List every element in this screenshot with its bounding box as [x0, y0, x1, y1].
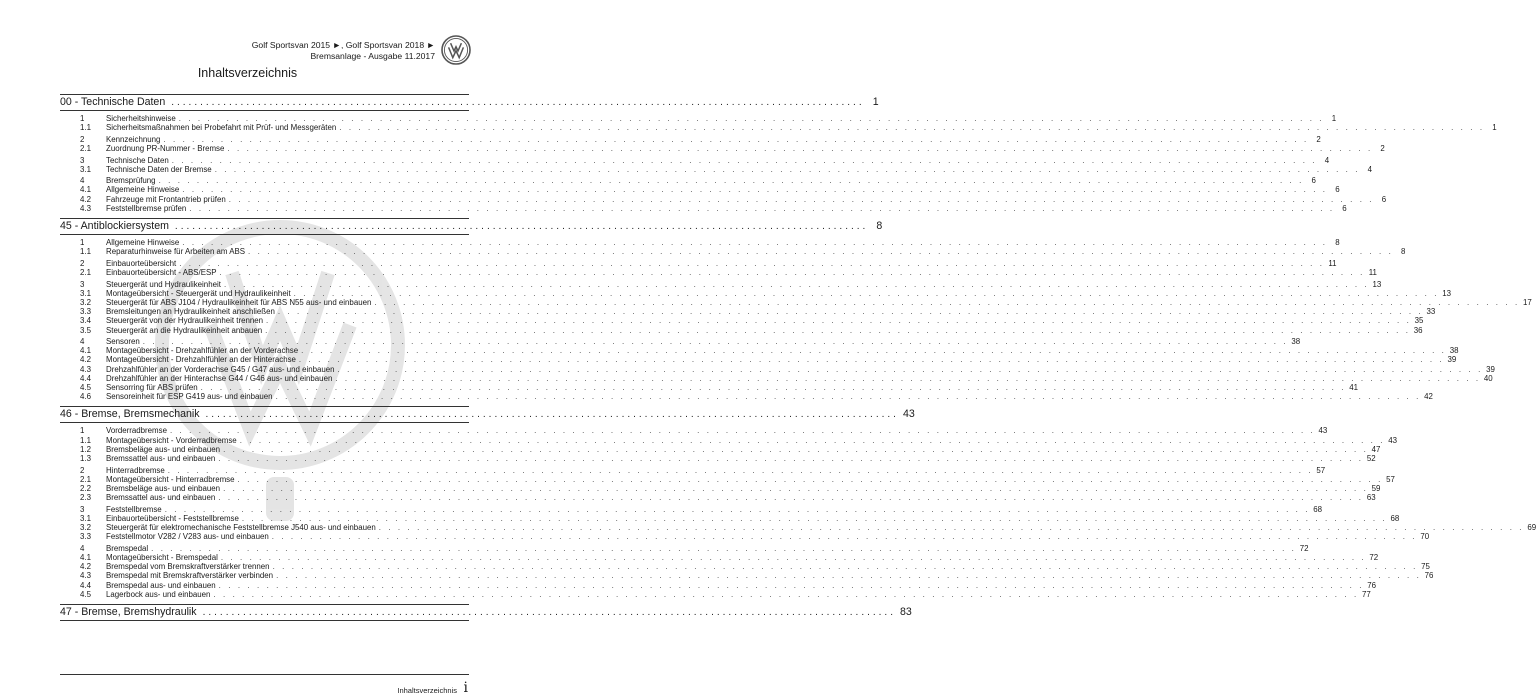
dot-leader: . . . . . . . . . . . . . . . . . . . . . . . . . . . . . . . . . . . . . . . . . . . . . . . . . . . . . . . . . . . . . . . . . . . . . . . . . . . . . . . . . . . . . . . . . . . . . . . . . . . . . . . . . . . . . . . . . . . . . . . . — [151, 543, 1297, 553]
toc-entry[interactable] — [60, 589, 1371, 599]
entry-page: 57 — [1316, 465, 1326, 475]
entry-page: 40 — [1483, 373, 1493, 383]
entry-page: 11 — [1328, 258, 1337, 268]
entry-page: 4 — [1324, 155, 1330, 165]
entry-title: Bremsprüfung — [106, 176, 156, 186]
entry-title: Zuordnung PR-Nummer - Bremse — [106, 143, 225, 153]
toc-chapter — [60, 604, 912, 621]
entry-page: 59 — [1371, 483, 1381, 493]
dot-leader: ........................................................................................................................ — [202, 606, 896, 618]
entry-number: 3.2 — [80, 297, 91, 307]
entry-page: 39 — [1447, 355, 1457, 365]
entry-title: Sicherheitshinweise — [106, 114, 176, 123]
entry-title: Technische Daten der Bremse — [106, 164, 212, 174]
entry-number: 2.1 — [80, 143, 91, 153]
page-header — [0, 0, 495, 64]
entry-title: Steuergerät für elektromechanische Feststellbremse J540 aus- und einbauen — [106, 523, 376, 533]
entry-title: Reparaturhinweise für Arbeiten am ABS — [106, 247, 246, 257]
entry-page: 8 — [1401, 247, 1406, 257]
entry-number: 3.4 — [80, 316, 91, 326]
entry-number: 4 — [80, 337, 85, 347]
entry-page: 17 — [1522, 297, 1532, 307]
dot-leader: . . . . . . . . . . . . . . . . . . . . . . . . . . . . . . . . . . . . . . . . . . . . . . . . . . . . . . . . . . . . . . . . . . . . . . . . . . . . . . . . . . . . . . . . . . . . . . . . . . . . . . . . . . . . . . . . . . . . . . . . — [179, 258, 1325, 268]
entry-number: 4.3 — [80, 364, 91, 374]
entry-title: Sicherheitsmaßnahmen bei Probefahrt mit Prüf- und Messgeräten — [106, 123, 337, 133]
entry-page: 75 — [1421, 562, 1430, 572]
entry-title: Einbauorteübersicht — [106, 258, 177, 268]
entry-page: 2 — [1316, 134, 1321, 144]
entry-title: Bremspedal mit Bremskraftverstärker verbinden — [106, 571, 274, 581]
entry-number: 3 — [80, 155, 85, 165]
dot-leader: . . . . . . . . . . . . . . . . . . . . . . . . . . . . . . . . . . . . . . . . . . . . . . . . . . . . . . . . . . . . . . . . . . . . . . . . . . . . . . . . . . . . . . . . . . . . . . . . . . . . . . . . . . . . . . . . . . . . . . . . — [142, 337, 1289, 347]
entry-page: 13 — [1442, 288, 1452, 298]
dot-leader: . . . . . . . . . . . . . . . . . . . . . . . . . . . . . . . . . . . . . . . . . . . . . . . . . . . . . . . . . . . . . . . . . . . . . . . . . . . . . . . . . . . . . . . . . . . . . . . . . . . . . . . . . . . . . . . . . . . . . . . . — [298, 355, 1445, 365]
entry-page: 1 — [1331, 114, 1337, 123]
toc-chapter-heading[interactable] — [60, 94, 879, 111]
entry-title: Fahrzeuge mit Frontantrieb prüfen — [106, 194, 226, 204]
dot-leader: . . . . . . . . . . . . . . . . . . . . . . . . . . . . . . . . . . . . . . . . . . . . . . . . . . . . . . . . . . . . . . . . . . . . . . . . . . . . . . . . . . . . . . . . . . . . . . . . . . . . . . . . . . . . . . . . . . . . . . . . — [239, 435, 1386, 445]
entry-number: 1.3 — [80, 453, 91, 463]
footer-divider — [60, 674, 469, 675]
toc-entry[interactable] — [60, 392, 1433, 402]
entry-page: 43 — [1388, 435, 1398, 445]
chapter-title: 45 - Antiblockiersystem — [60, 220, 169, 233]
entry-title: Hinterradbremse — [106, 465, 165, 475]
entry-number: 2.1 — [80, 268, 91, 277]
dot-leader: . . . . . . . . . . . . . . . . . . . . . . . . . . . . . . . . . . . . . . . . . . . . . . . . . . . . . . . . . . . . . . . . . . . . . . . . . . . . . . . . . . . . . . . . . . . . . . . . . . . . . . . . . . . . . . . . . . . . . . . . — [163, 134, 1309, 144]
toc-entry[interactable] — [60, 444, 1381, 454]
toc-entry[interactable] — [60, 194, 1387, 204]
dot-leader: . . . . . . . . . . . . . . . . . . . . . . . . . . . . . . . . . . . . . . . . . . . . . . . . . . . . . . . . . . . . . . . . . . . . . . . . . . . . . . . . . . . . . . . . . . . . . . . . . . . . . . . . . . . . . . . . . . . . . . . . — [220, 553, 1367, 563]
footer-label: Inhaltsverzeichnis — [397, 686, 457, 695]
dot-leader: . . . . . . . . . . . . . . . . . . . . . . . . . . . . . . . . . . . . . . . . . . . . . . . . . . . . . . . . . . . . . . . . . . . . . . . . . . . . . . . . . . . . . . . . . . . . . . . . . . . . . . . . . . . . . . . . . . . . . . . . — [227, 143, 1373, 153]
chapter-page: 1 — [872, 96, 879, 108]
dot-leader: . . . . . . . . . . . . . . . . . . . . . . . . . . . . . . . . . . . . . . . . . . . . . . . . . . . . . . . . . . . . . . . . . . . . . . . . . . . . . . . . . . . . . . . . . . . . . . . . . . . . . . . . . . . . . . . . . . . . . . . . — [178, 114, 1325, 123]
toc-entry[interactable] — [60, 185, 1340, 195]
entry-page: 76 — [1367, 580, 1377, 590]
entry-number: 2 — [80, 465, 85, 475]
entry-page: 6 — [1335, 185, 1340, 195]
entry-title: Lagerbock aus- und einbauen — [106, 589, 211, 599]
entry-number: 4 — [80, 543, 85, 553]
dot-leader: . . . . . . . . . . . . . . . . . . . . . . . . . . . . . . . . . . . . . . . . . . . . . . . . . . . . . . . . . . . . . . . . . . . . . . . . . . . . . . . . . . . . . . . . . . . . . . . . . . . . . . . . . . . . . . . . . . . . . . . . — [158, 176, 1304, 186]
toc-entry[interactable] — [60, 316, 1424, 326]
entry-page: 70 — [1420, 532, 1430, 542]
entry-title: Einbauorteübersicht - ABS/ESP — [106, 268, 217, 277]
chapter-page: 83 — [900, 605, 912, 618]
entry-number: 3.1 — [80, 164, 91, 174]
entry-number: 1.1 — [80, 247, 91, 257]
entry-title: Sensorring für ABS prüfen — [106, 383, 198, 393]
entry-page: 38 — [1449, 346, 1459, 356]
entry-number: 3.1 — [80, 288, 91, 298]
entry-title: Bremssattel aus- und einbauen — [106, 453, 216, 463]
entry-title: Vorderradbremse — [106, 426, 167, 436]
entry-number: 4.1 — [80, 553, 91, 563]
dot-leader: . . . . . . . . . . . . . . . . . . . . . . . . . . . . . . . . . . . . . . . . . . . . . . . . . . . . . . . . . . . . . . . . . . . . . . . . . . . . . . . . . . . . . . . . . . . . . . . . . . . . . . . . . . . . . . . . . . . . . . . . — [339, 123, 1485, 133]
dot-leader: . . . . . . . . . . . . . . . . . . . . . . . . . . . . . . . . . . . . . . . . . . . . . . . . . . . . . . . . . . . . . . . . . . . . . . . . . . . . . . . . . . . . . . . . . . . . . . . . . . . . . . . . . . . . . . . . . . . . . . . . — [219, 268, 1365, 277]
dot-leader: ........................................................................................................................ — [174, 221, 869, 233]
toc-entry[interactable] — [60, 247, 1406, 257]
dot-leader: . . . . . . . . . . . . . . . . . . . . . . . . . . . . . . . . . . . . . . . . . . . . . . . . . . . . . . . . . . . . . . . . . . . . . . . . . . . . . . . . . . . . . . . . . . . . . . . . . . . . . . . . . . . . . . . . . . . . . . . . — [223, 483, 1369, 493]
dot-leader: . . . . . . . . . . . . . . . . . . . . . . . . . . . . . . . . . . . . . . . . . . . . . . . . . . . . . . . . . . . . . . . . . . . . . . . . . . . . . . . . . . . . . . . . . . . . . . . . . . . . . . . . . . . . . . . . . . . . . . . . — [272, 562, 1418, 572]
entry-number: 2.2 — [80, 483, 91, 493]
entry-page: 76 — [1424, 571, 1434, 581]
entry-title: Steuergerät und Hydraulikeinheit — [106, 279, 221, 289]
toc-entry[interactable] — [60, 203, 1347, 213]
header-models: Golf Sportsvan 2015 ►, Golf Sportsvan 2018 ► — [251, 40, 435, 50]
entry-page: 77 — [1362, 589, 1371, 599]
toc-entry[interactable] — [60, 571, 1434, 581]
toc-chapter — [60, 94, 1497, 215]
dot-leader: . . . . . . . . . . . . . . . . . . . . . . . . . . . . . . . . . . . . . . . . . . . . . . . . . . . . . . . . . . . . . . . . . . . . . . . . . . . . . . . . . . . . . . . . . . . . . . . . . . . . . . . . . . . . . . . . . . . . . . . . — [218, 580, 1365, 590]
entry-title: Einbauorteübersicht - Feststellbremse — [106, 513, 239, 523]
entry-number: 3 — [80, 279, 85, 289]
entry-title: Bremsbeläge aus- und einbauen — [106, 483, 221, 493]
entry-page: 52 — [1366, 453, 1376, 463]
entry-number: 2 — [80, 134, 85, 144]
toc-entry[interactable] — [60, 453, 1376, 463]
entry-number: 2.1 — [80, 474, 91, 484]
dot-leader: . . . . . . . . . . . . . . . . . . . . . . . . . . . . . . . . . . . . . . . . . . . . . . . . . . . . . . . . . . . . . . . . . . . . . . . . . . . . . . . . . . . . . . . . . . . . . . . . . . . . . . . . . . . . . . . . . . . . . . . . — [241, 513, 1388, 523]
dot-leader: . . . . . . . . . . . . . . . . . . . . . . . . . . . . . . . . . . . . . . . . . . . . . . . . . . . . . . . . . . . . . . . . . . . . . . . . . . . . . . . . . . . . . . . . . . . . . . . . . . . . . . . . . . . . . . . . . . . . . . . . — [223, 444, 1369, 454]
entry-title: Drehzahlfühler an der Hinterachse G44 / G46 aus- und einbauen — [106, 373, 333, 383]
dot-leader: . . . . . . . . . . . . . . . . . . . . . . . . . . . . . . . . . . . . . . . . . . . . . . . . . . . . . . . . . . . . . . . . . . . . . . . . . . . . . . . . . . . . . . . . . . . . . . . . . . . . . . . . . . . . . . . . . . . . . . . . — [228, 194, 1375, 204]
entry-number: 2 — [80, 258, 85, 268]
toc-entry[interactable] — [60, 238, 1340, 248]
dot-leader: . . . . . . . . . . . . . . . . . . . . . . . . . . . . . . . . . . . . . . . . . . . . . . . . . . . . . . . . . . . . . . . . . . . . . . . . . . . . . . . . . . . . . . . . . . . . . . . . . . . . . . . . . . . . . . . . . . . . . . . . — [214, 164, 1361, 174]
toc-entry[interactable] — [60, 553, 1379, 563]
entry-title: Steuergerät von der Hydraulikeinheit trennen — [106, 316, 264, 326]
entry-number: 4.1 — [80, 185, 91, 195]
entry-title: Feststellbremse prüfen — [106, 203, 187, 213]
toc-entry[interactable] — [60, 134, 1321, 144]
footer-page-number: i — [463, 680, 468, 696]
toc-entry[interactable] — [60, 325, 1423, 335]
toc-entry[interactable] — [60, 513, 1400, 523]
entry-number: 4.4 — [80, 373, 91, 383]
entry-title: Allgemeine Hinweise — [106, 238, 180, 248]
entry-number: 4.3 — [80, 203, 91, 213]
entry-number: 1 — [80, 238, 85, 248]
toc-entry[interactable] — [60, 474, 1395, 484]
entry-title: Bremsleitungen an Hydraulikeinheit anschließen — [106, 307, 275, 317]
page-footer — [0, 674, 495, 700]
entry-title: Montageübersicht - Steuergerät und Hydraulikeinheit — [106, 288, 291, 298]
entry-page: 4 — [1367, 164, 1373, 174]
dot-leader: . . . . . . . . . . . . . . . . . . . . . . . . . . . . . . . . . . . . . . . . . . . . . . . . . . . . . . . . . . . . . . . . . . . . . . . . . . . . . . . . . . . . . . . . . . . . . . . . . . . . . . . . . . . . . . . . . . . . . . . . — [164, 504, 1311, 514]
chapter-title: 00 - Technische Daten — [60, 96, 166, 108]
dot-leader: . . . . . . . . . . . . . . . . . . . . . . . . . . . . . . . . . . . . . . . . . . . . . . . . . . . . . . . . . . . . . . . . . . . . . . . . . . . . . . . . . . . . . . . . . . . . . . . . . . . . . . . . . . . . . . . . . . . . . . . . — [171, 155, 1318, 165]
entry-page: 36 — [1413, 325, 1423, 335]
entry-page: 68 — [1313, 504, 1323, 514]
toc-chapter-heading[interactable] — [60, 406, 915, 423]
toc-entry[interactable] — [60, 279, 1382, 289]
entry-title: Drehzahlfühler an der Vorderachse G45 / G47 aus- und einbauen — [106, 364, 335, 374]
dot-leader: . . . . . . . . . . . . . . . . . . . . . . . . . . . . . . . . . . . . . . . . . . . . . . . . . . . . . . . . . . . . . . . . . . . . . . . . . . . . . . . . . . . . . . . . . . . . . . . . . . . . . . . . . . . . . . . . . . . . . . . . — [301, 346, 1447, 356]
entry-number: 4.2 — [80, 562, 91, 572]
toc-entry[interactable] — [60, 523, 1536, 533]
toc-entry[interactable] — [60, 337, 1301, 347]
document-title: Inhaltsverzeichnis — [197, 66, 298, 80]
toc-entry[interactable] — [60, 143, 1385, 153]
dot-leader: . . . . . . . . . . . . . . . . . . . . . . . . . . . . . . . . . . . . . . . . . . . . . . . . . . . . . . . . . . . . . . . . . . . . . . . . . . . . . . . . . . . . . . . . . . . . . . . . . . . . . . . . . . . . . . . . . . . . . . . . — [276, 571, 1422, 581]
entry-title: Steuergerät an die Hydraulikeinheit anbauen — [106, 325, 263, 335]
toc-chapter-heading[interactable] — [60, 604, 912, 621]
entry-title: Kennzeichnung — [106, 134, 161, 144]
dot-leader: . . . . . . . . . . . . . . . . . . . . . . . . . . . . . . . . . . . . . . . . . . . . . . . . . . . . . . . . . . . . . . . . . . . . . . . . . . . . . . . . . . . . . . . . . . . . . . . . . . . . . . . . . . . . . . . . . . . . . . . . — [189, 203, 1335, 213]
toc-entry[interactable] — [60, 346, 1459, 356]
entry-page: 63 — [1366, 493, 1376, 503]
entry-title: Allgemeine Hinweise — [106, 185, 180, 195]
dot-leader: . . . . . . . . . . . . . . . . . . . . . . . . . . . . . . . . . . . . . . . . . . . . . . . . . . . . . . . . . . . . . . . . . . . . . . . . . . . . . . . . . . . . . . . . . . . . . . . . . . . . . . . . . . . . . . . . . . . . . . . . — [277, 307, 1424, 317]
dot-leader: . . . . . . . . . . . . . . . . . . . . . . . . . . . . . . . . . . . . . . . . . . . . . . . . . . . . . . . . . . . . . . . . . . . . . . . . . . . . . . . . . . . . . . . . . . . . . . . . . . . . . . . . . . . . . . . . . . . . . . . . — [293, 288, 1440, 298]
entry-number: 3.3 — [80, 307, 91, 317]
entry-number: 3.5 — [80, 325, 91, 335]
dot-leader: . . . . . . . . . . . . . . . . . . . . . . . . . . . . . . . . . . . . . . . . . . . . . . . . . . . . . . . . . . . . . . . . . . . . . . . . . . . . . . . . . . . . . . . . . . . . . . . . . . . . . . . . . . . . . . . . . . . . . . . . — [266, 316, 1412, 326]
entry-number: 3.1 — [80, 513, 91, 523]
entry-title: Sensoren — [106, 337, 140, 347]
dot-leader: . . . . . . . . . . . . . . . . . . . . . . . . . . . . . . . . . . . . . . . . . . . . . . . . . . . . . . . . . . . . . . . . . . . . . . . . . . . . . . . . . . . . . . . . . . . . . . . . . . . . . . . . . . . . . . . . . . . . . . . . — [248, 247, 1394, 257]
entry-page: 57 — [1386, 474, 1395, 484]
entry-title: Bremspedal aus- und einbauen — [106, 580, 216, 590]
entry-page: 33 — [1426, 307, 1436, 317]
toc-entry[interactable] — [60, 483, 1381, 493]
entry-page: 39 — [1486, 364, 1495, 374]
toc-chapter-sections — [60, 423, 1536, 601]
toc-entry[interactable] — [60, 288, 1452, 298]
dot-leader: . . . . . . . . . . . . . . . . . . . . . . . . . . . . . . . . . . . . . . . . . . . . . . . . . . . . . . . . . . . . . . . . . . . . . . . . . . . . . . . . . . . . . . . . . . . . . . . . . . . . . . . . . . . . . . . . . . . . . . . . — [169, 426, 1316, 436]
dot-leader: . . . . . . . . . . . . . . . . . . . . . . . . . . . . . . . . . . . . . . . . . . . . . . . . . . . . . . . . . . . . . . . . . . . . . . . . . . . . . . . . . . . . . . . . . . . . . . . . . . . . . . . . . . . . . . . . . . . . . . . . — [223, 279, 1370, 289]
entry-page: 69 — [1527, 523, 1536, 533]
entry-number: 1 — [80, 114, 85, 123]
toc-entry[interactable] — [60, 176, 1316, 186]
entry-page: 6 — [1381, 194, 1387, 204]
entry-number: 2.3 — [80, 493, 91, 503]
entry-title: Montageübersicht - Drehzahlfühler an der Hinterachse — [106, 355, 296, 365]
toc-entry[interactable] — [60, 373, 1493, 383]
toc-entry[interactable] — [60, 114, 1337, 123]
header-text — [252, 40, 435, 62]
dot-leader: . . . . . . . . . . . . . . . . . . . . . . . . . . . . . . . . . . . . . . . . . . . . . . . . . . . . . . . . . . . . . . . . . . . . . . . . . . . . . . . . . . . . . . . . . . . . . . . . . . . . . . . . . . . . . . . . . . . . . . . . — [271, 532, 1418, 542]
dot-leader: . . . . . . . . . . . . . . . . . . . . . . . . . . . . . . . . . . . . . . . . . . . . . . . . . . . . . . . . . . . . . . . . . . . . . . . . . . . . . . . . . . . . . . . . . . . . . . . . . . . . . . . . . . . . . . . . . . . . . . . . — [213, 589, 1359, 599]
entry-number: 4 — [80, 176, 85, 186]
entry-number: 4.5 — [80, 383, 91, 393]
toc-entry[interactable] — [60, 426, 1328, 436]
entry-number: 4.5 — [80, 589, 91, 599]
dot-leader: . . . . . . . . . . . . . . . . . . . . . . . . . . . . . . . . . . . . . . . . . . . . . . . . . . . . . . . . . . . . . . . . . . . . . . . . . . . . . . . . . . . . . . . . . . . . . . . . . . . . . . . . . . . . . . . . . . . . . . . . — [337, 364, 1483, 374]
entry-title: Montageübersicht - Vorderradbremse — [106, 435, 237, 445]
entry-number: 1.1 — [80, 123, 91, 133]
toc-entry[interactable] — [60, 435, 1398, 445]
toc-entry[interactable] — [60, 504, 1323, 514]
toc-chapter-sections — [60, 235, 1532, 403]
entry-number: 3.3 — [80, 532, 91, 542]
entry-number: 1.2 — [80, 444, 91, 454]
toc-chapter-heading[interactable] — [60, 218, 883, 235]
toc-entry[interactable] — [60, 164, 1373, 174]
entry-page: 6 — [1311, 176, 1316, 186]
entry-number: 1 — [80, 426, 85, 436]
dot-leader: . . . . . . . . . . . . . . . . . . . . . . . . . . . . . . . . . . . . . . . . . . . . . . . . . . . . . . . . . . . . . . . . . . . . . . . . . . . . . . . . . . . . . . . . . . . . . . . . . . . . . . . . . . . . . . . . . . . . . . . . — [275, 392, 1421, 402]
toc-chapter-sections — [60, 111, 1497, 215]
entry-title: Technische Daten — [106, 155, 169, 165]
entry-page: 35 — [1414, 316, 1424, 326]
entry-title: Montageübersicht - Hinterradbremse — [106, 474, 235, 484]
dot-leader: ........................................................................................................................ — [171, 97, 865, 108]
entry-page: 8 — [1335, 238, 1340, 248]
dot-leader: ........................................................................................................................ — [205, 409, 899, 421]
entry-number: 3.2 — [80, 523, 91, 533]
entry-page: 72 — [1299, 543, 1309, 553]
dot-leader: . . . . . . . . . . . . . . . . . . . . . . . . . . . . . . . . . . . . . . . . . . . . . . . . . . . . . . . . . . . . . . . . . . . . . . . . . . . . . . . . . . . . . . . . . . . . . . . . . . . . . . . . . . . . . . . . . . . . . . . . — [335, 373, 1481, 383]
toc-entry[interactable] — [60, 355, 1457, 365]
entry-title: Bremspedal vom Bremskraftverstärker trennen — [106, 562, 270, 572]
table-of-contents — [60, 94, 1536, 621]
dot-leader: . . . . . . . . . . . . . . . . . . . . . . . . . . . . . . . . . . . . . . . . . . . . . . . . . . . . . . . . . . . . . . . . . . . . . . . . . . . . . . . . . . . . . . . . . . . . . . . . . . . . . . . . . . . . . . . . . . . . . . . . — [265, 325, 1411, 335]
dot-leader: . . . . . . . . . . . . . . . . . . . . . . . . . . . . . . . . . . . . . . . . . . . . . . . . . . . . . . . . . . . . . . . . . . . . . . . . . . . . . . . . . . . . . . . . . . . . . . . . . . . . . . . . . . . . . . . . . . . . . . . . — [182, 238, 1328, 248]
dot-leader: . . . . . . . . . . . . . . . . . . . . . . . . . . . . . . . . . . . . . . . . . . . . . . . . . . . . . . . . . . . . . . . . . . . . . . . . . . . . . . . . . . . . . . . . . . . . . . . . . . . . . . . . . . . . . . . . . . . . . . . . — [200, 383, 1347, 393]
entry-number: 3 — [80, 504, 85, 514]
entry-page: 13 — [1372, 279, 1382, 289]
entry-title: Bremspedal — [106, 543, 149, 553]
entry-title: Bremsbeläge aus- und einbauen — [106, 444, 221, 454]
entry-title: Sensoreinheit für ESP G419 aus- und einbauen — [106, 392, 273, 402]
entry-page: 47 — [1371, 444, 1381, 454]
toc-entry[interactable] — [60, 364, 1495, 374]
chapter-title: 46 - Bremse, Bremsmechanik — [60, 408, 200, 421]
entry-number: 4.2 — [80, 355, 91, 365]
entry-page: 6 — [1342, 203, 1347, 213]
entry-title: Feststellmotor V282 / V283 aus- und einbauen — [106, 532, 269, 542]
dot-leader: . . . . . . . . . . . . . . . . . . . . . . . . . . . . . . . . . . . . . . . . . . . . . . . . . . . . . . . . . . . . . . . . . . . . . . . . . . . . . . . . . . . . . . . . . . . . . . . . . . . . . . . . . . . . . . . . . . . . . . . . — [182, 185, 1328, 195]
toc-entry[interactable] — [60, 532, 1430, 542]
entry-page: 11 — [1368, 268, 1377, 277]
entry-title: Bremssattel aus- und einbauen — [106, 493, 216, 503]
toc-entry[interactable] — [60, 307, 1436, 317]
toc-entry[interactable] — [60, 297, 1532, 307]
toc-entry[interactable] — [60, 268, 1377, 277]
toc-entry[interactable] — [60, 562, 1430, 572]
entry-number: 4.2 — [80, 194, 91, 204]
entry-number: 4.4 — [80, 580, 91, 590]
chapter-page: 8 — [876, 220, 883, 233]
header-edition: Bremsanlage - Ausgabe 11.2017 — [310, 51, 435, 61]
dot-leader: . . . . . . . . . . . . . . . . . . . . . . . . . . . . . . . . . . . . . . . . . . . . . . . . . . . . . . . . . . . . . . . . . . . . . . . . . . . . . . . . . . . . . . . . . . . . . . . . . . . . . . . . . . . . . . . . . . . . . . . . — [374, 297, 1520, 307]
entry-title: Montageübersicht - Bremspedal — [106, 553, 218, 563]
dot-leader: . . . . . . . . . . . . . . . . . . . . . . . . . . . . . . . . . . . . . . . . . . . . . . . . . . . . . . . . . . . . . . . . . . . . . . . . . . . . . . . . . . . . . . . . . . . . . . . . . . . . . . . . . . . . . . . . . . . . . . . . — [218, 453, 1364, 463]
entry-title: Feststellbremse — [106, 504, 162, 514]
vw-logo-icon — [441, 35, 471, 65]
entry-page: 1 — [1492, 123, 1497, 133]
dot-leader: . . . . . . . . . . . . . . . . . . . . . . . . . . . . . . . . . . . . . . . . . . . . . . . . . . . . . . . . . . . . . . . . . . . . . . . . . . . . . . . . . . . . . . . . . . . . . . . . . . . . . . . . . . . . . . . . . . . . . . . . — [237, 474, 1383, 484]
entry-page: 68 — [1390, 513, 1400, 523]
toc-entry[interactable] — [60, 465, 1326, 475]
entry-page: 43 — [1318, 426, 1328, 436]
toc-entry[interactable] — [60, 580, 1377, 590]
entry-number: 4.3 — [80, 571, 91, 581]
dot-leader: . . . . . . . . . . . . . . . . . . . . . . . . . . . . . . . . . . . . . . . . . . . . . . . . . . . . . . . . . . . . . . . . . . . . . . . . . . . . . . . . . . . . . . . . . . . . . . . . . . . . . . . . . . . . . . . . . . . . . . . . — [378, 523, 1525, 533]
entry-page: 72 — [1369, 553, 1379, 563]
toc-entry[interactable] — [60, 258, 1337, 268]
entry-page: 2 — [1380, 143, 1385, 153]
entry-page: 38 — [1291, 337, 1301, 347]
entry-page: 41 — [1349, 383, 1359, 393]
entry-title: Montageübersicht - Drehzahlfühler an der Vorderachse — [106, 346, 299, 356]
toc-entry[interactable] — [60, 543, 1309, 553]
entry-page: 42 — [1424, 392, 1433, 402]
entry-number: 1.1 — [80, 435, 91, 445]
chapter-page: 43 — [902, 408, 915, 421]
toc-entry[interactable] — [60, 493, 1376, 503]
entry-number: 4.1 — [80, 346, 91, 356]
entry-title: Steuergerät für ABS J104 / Hydraulikeinheit für ABS N55 aus- und einbauen — [106, 297, 372, 307]
toc-chapter — [60, 218, 1532, 403]
dot-leader: . . . . . . . . . . . . . . . . . . . . . . . . . . . . . . . . . . . . . . . . . . . . . . . . . . . . . . . . . . . . . . . . . . . . . . . . . . . . . . . . . . . . . . . . . . . . . . . . . . . . . . . . . . . . . . . . . . . . . . . . — [218, 493, 1364, 503]
dot-leader: . . . . . . . . . . . . . . . . . . . . . . . . . . . . . . . . . . . . . . . . . . . . . . . . . . . . . . . . . . . . . . . . . . . . . . . . . . . . . . . . . . . . . . . . . . . . . . . . . . . . . . . . . . . . . . . . . . . . . . . . — [167, 465, 1314, 475]
toc-entry[interactable] — [60, 155, 1330, 165]
toc-entry[interactable] — [60, 383, 1359, 393]
chapter-title: 47 - Bremse, Bremshydraulik — [60, 605, 197, 618]
toc-chapter — [60, 406, 1536, 601]
toc-entry[interactable] — [60, 123, 1497, 133]
entry-number: 4.6 — [80, 392, 91, 402]
